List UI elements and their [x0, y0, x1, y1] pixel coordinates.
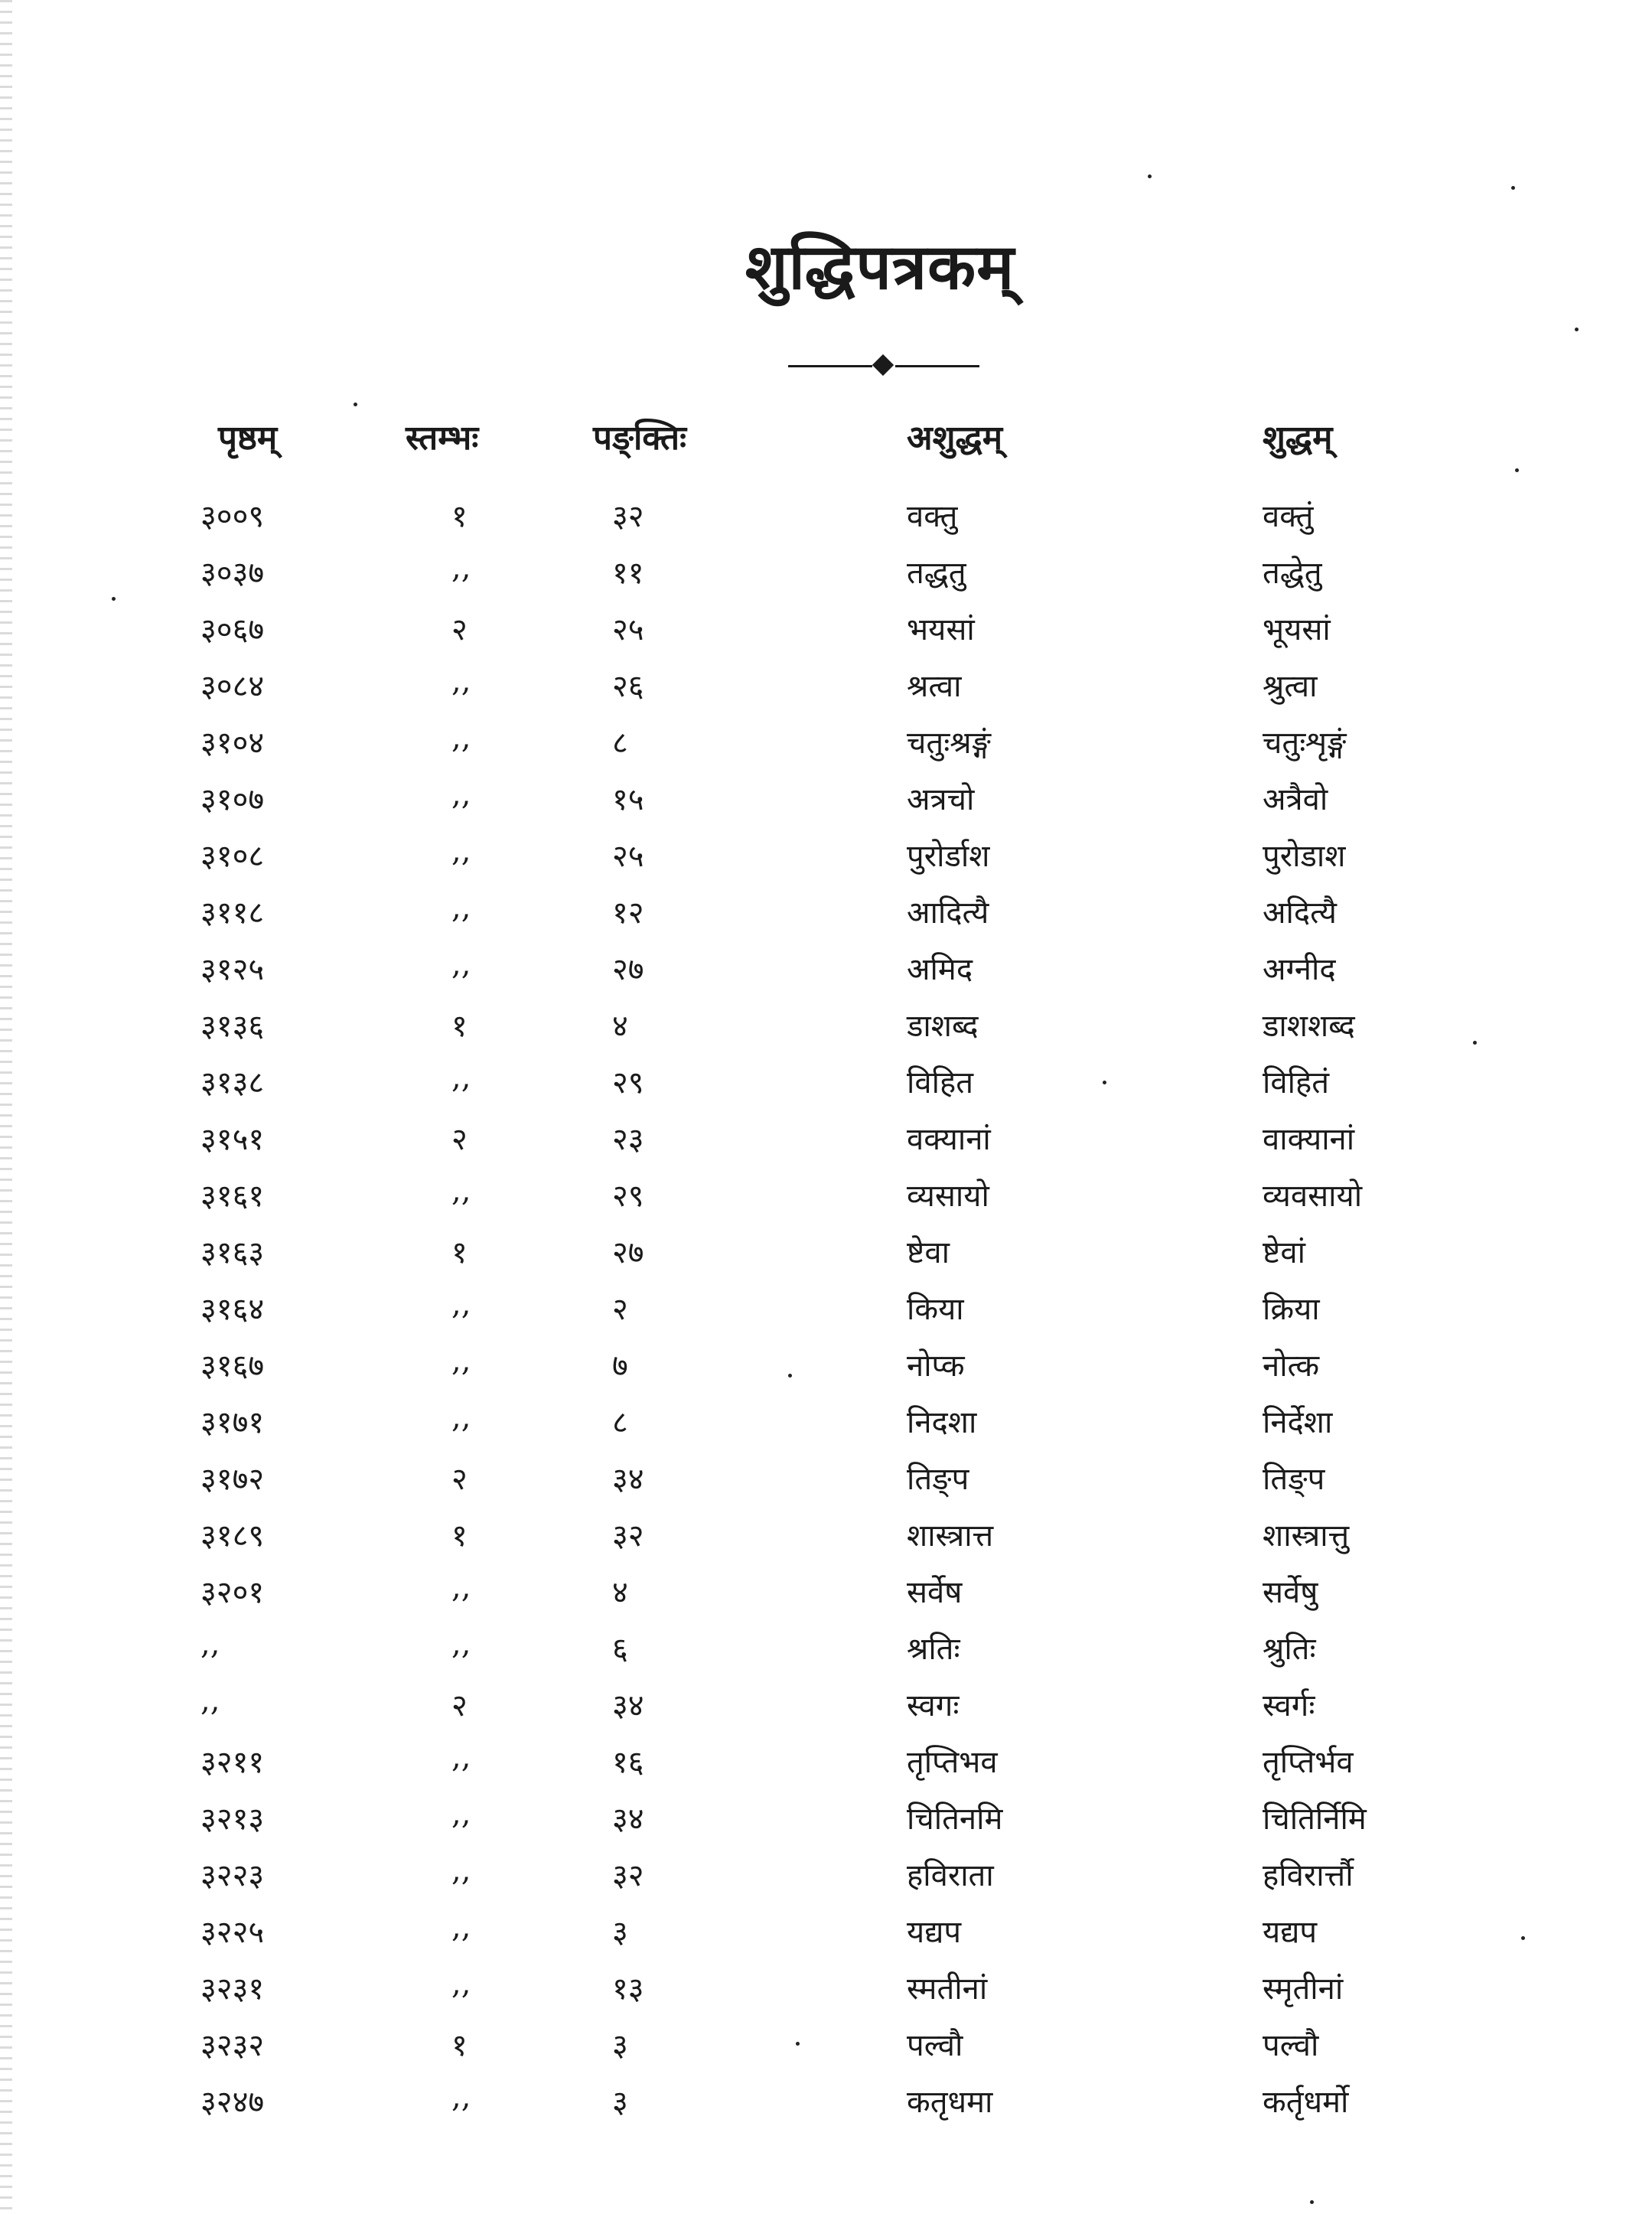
cell-correct: क्रिया [1263, 1292, 1320, 1327]
cell-incorrect: तद्धतु [907, 556, 966, 591]
cell-correct: पल्वौ [1263, 2028, 1319, 2063]
cell-line: २७ [612, 952, 644, 987]
table-row [0, 1343, 1652, 1400]
title-ornament [788, 351, 979, 381]
cell-incorrect: कतृधमा [907, 2085, 993, 2120]
cell-column: ,, [451, 720, 471, 755]
cell-incorrect: स्मतीनां [907, 1971, 988, 2007]
table-row [0, 1400, 1652, 1456]
cell-incorrect: अमिद [907, 952, 973, 987]
cell-line: ३ [612, 1915, 628, 1950]
cell-line: ८ [612, 726, 628, 761]
cell-incorrect: नोप्क [907, 1348, 965, 1384]
table-row [0, 1626, 1652, 1683]
cell-incorrect: आदित्यै [907, 895, 989, 931]
cell-correct: सर्वेषु [1263, 1575, 1318, 1610]
cell-page: ३१०७ [200, 782, 265, 817]
ornament-line-right [895, 365, 979, 367]
cell-column: १ [451, 1235, 468, 1270]
cell-incorrect: श्रत्वा [907, 669, 962, 704]
cell-correct: डाशशब्द [1263, 1009, 1355, 1044]
cell-incorrect: श्रतिः [907, 1632, 960, 1667]
header-column: स्तम्भः [406, 419, 479, 458]
cell-incorrect: डाशब्द [907, 1009, 979, 1044]
cell-line: २५ [612, 839, 644, 874]
cell-correct: ष्टेवां [1263, 1235, 1305, 1270]
cell-page: ३१७१ [200, 1405, 265, 1440]
cell-correct: अत्रैवो [1263, 782, 1328, 817]
cell-page: ३००९ [200, 499, 265, 534]
cell-correct: यद्यप [1263, 1915, 1318, 1950]
cell-line: ४ [612, 1009, 628, 1044]
header-line: पङ्क्तिः [593, 419, 686, 458]
cell-column: ,, [451, 1740, 471, 1775]
cell-page: ३२०१ [200, 1575, 265, 1610]
cell-column: २ [451, 1122, 468, 1157]
cell-column: २ [451, 1688, 468, 1723]
cell-page: ३२२५ [200, 1915, 265, 1950]
table-row [0, 2079, 1652, 2136]
table-row [0, 1570, 1652, 1626]
cell-column: ,, [451, 947, 471, 982]
cell-line: ३४ [612, 1802, 644, 1837]
cell-column: ,, [451, 664, 471, 699]
cell-incorrect: शास्त्रात्त [907, 1518, 994, 1554]
cell-line: १२ [612, 895, 644, 931]
header-page: पृष्ठम् [218, 419, 278, 458]
cell-page: ३१६३ [200, 1235, 265, 1270]
cell-line: ६ [612, 1632, 628, 1667]
table-row [0, 1796, 1652, 1853]
cell-page: ३१०८ [200, 839, 265, 874]
cell-incorrect: चितिनमि [907, 1802, 1003, 1837]
cell-column: ,, [451, 1400, 471, 1435]
cell-column: १ [451, 2028, 468, 2063]
cell-column: ,, [451, 1796, 471, 1831]
cell-page: ३१३६ [200, 1009, 265, 1044]
cell-column: ,, [451, 550, 471, 585]
cell-column: ,, [451, 1060, 471, 1095]
scan-speck [1575, 328, 1579, 331]
cell-line: ३४ [612, 1462, 644, 1497]
cell-page: ,, [200, 1683, 220, 1718]
cell-line: २९ [612, 1065, 644, 1100]
cell-line: ३ [612, 2085, 628, 2120]
table-row [0, 1117, 1652, 1173]
cell-line: २५ [612, 612, 644, 647]
cell-page: ३२३२ [200, 2028, 265, 2063]
table-row [0, 1286, 1652, 1343]
scan-speck [354, 403, 357, 406]
scan-speck [1148, 174, 1152, 178]
cell-incorrect: चतुःश्रङ्गं [907, 726, 991, 761]
cell-correct: तृप्तिर्भव [1263, 1745, 1354, 1780]
table-row [0, 890, 1652, 947]
cell-column: ,, [451, 1286, 471, 1322]
cell-correct: नोत्क [1263, 1348, 1320, 1384]
cell-incorrect: वक्तु [907, 499, 958, 534]
cell-correct: विहितं [1263, 1065, 1329, 1100]
cell-incorrect: स्वगः [907, 1688, 960, 1723]
cell-correct: भूयसां [1263, 612, 1331, 647]
ornament-diamond-icon [872, 354, 894, 376]
table-row [0, 1513, 1652, 1570]
cell-incorrect: ष्टेवा [907, 1235, 950, 1270]
cell-correct: चितिर्निमि [1263, 1802, 1367, 1837]
cell-line: १६ [612, 1745, 644, 1780]
cell-line: ३४ [612, 1688, 644, 1723]
cell-page: ३२४७ [200, 2085, 265, 2120]
cell-column: ,, [451, 1343, 471, 1378]
cell-line: ४ [612, 1575, 628, 1610]
table-row [0, 1909, 1652, 1966]
page-title: शुद्धिपत्रकम् [745, 230, 1015, 304]
cell-correct: हविरार्त्तौ [1263, 1858, 1354, 1893]
table-row [0, 1173, 1652, 1230]
table-row [0, 777, 1652, 833]
table-row [0, 833, 1652, 890]
cell-line: २७ [612, 1235, 644, 1270]
cell-page: ३१६१ [200, 1179, 265, 1214]
cell-incorrect: निदशा [907, 1405, 977, 1440]
cell-incorrect: यद्यप [907, 1915, 962, 1950]
cell-incorrect: हविराता [907, 1858, 994, 1893]
cell-correct: चतुःशृङ्गं [1263, 726, 1347, 761]
cell-line: २ [612, 1292, 628, 1327]
cell-column: ,, [451, 833, 471, 869]
header-incorrect: अशुद्धम् [907, 419, 1003, 458]
cell-line: २६ [612, 669, 644, 704]
cell-page: ३२३१ [200, 1971, 265, 2007]
cell-page: ३०८४ [200, 669, 265, 704]
table-row [0, 1060, 1652, 1117]
cell-column: २ [451, 612, 468, 647]
cell-page: ३२१३ [200, 1802, 265, 1837]
cell-page: ३१०४ [200, 726, 265, 761]
cell-correct: शास्त्रात्तु [1263, 1518, 1350, 1554]
cell-line: २३ [612, 1122, 644, 1157]
cell-correct: स्मृतीनां [1263, 1971, 1344, 2007]
cell-line: १३ [612, 1971, 644, 2007]
cell-incorrect: वक्यानां [907, 1122, 991, 1157]
cell-page: ३११८ [200, 895, 265, 931]
cell-column: ,, [451, 1966, 471, 2001]
cell-page: ३०६७ [200, 612, 265, 647]
table-row [0, 1003, 1652, 1060]
cell-column: ,, [451, 1909, 471, 1945]
cell-incorrect: तृप्तिभव [907, 1745, 998, 1780]
cell-correct: तद्धेतु [1263, 556, 1322, 591]
cell-page: ३२२३ [200, 1858, 265, 1893]
cell-line: ३२ [612, 1518, 644, 1554]
cell-line: ८ [612, 1405, 628, 1440]
table-row [0, 1456, 1652, 1513]
table-row [0, 1683, 1652, 1740]
cell-correct: निर्देशा [1263, 1405, 1333, 1440]
table-row [0, 1966, 1652, 2023]
ornament-line-left [788, 365, 872, 367]
cell-column: १ [451, 1009, 468, 1044]
table-row [0, 494, 1652, 550]
cell-page: ३१३८ [200, 1065, 265, 1100]
cell-page: ३१७२ [200, 1462, 265, 1497]
cell-column: ,, [451, 1626, 471, 1661]
cell-line: १५ [612, 782, 644, 817]
cell-incorrect: व्यसायो [907, 1179, 989, 1214]
cell-page: ३१२५ [200, 952, 265, 987]
table-row [0, 720, 1652, 777]
cell-page: ३१६७ [200, 1348, 265, 1384]
cell-correct: स्वर्गः [1263, 1688, 1315, 1723]
cell-line: ७ [612, 1348, 628, 1384]
cell-column: ,, [451, 2079, 471, 2115]
cell-column: २ [451, 1462, 468, 1497]
cell-incorrect: तिङ्प [907, 1462, 969, 1497]
cell-line: ३२ [612, 1858, 644, 1893]
cell-column: ,, [451, 890, 471, 925]
cell-column: ,, [451, 1173, 471, 1208]
cell-column: ,, [451, 777, 471, 812]
cell-line: ११ [612, 556, 644, 591]
cell-column: ,, [451, 1570, 471, 1605]
cell-correct: वक्तुं [1263, 499, 1314, 534]
cell-correct: व्यवसायो [1263, 1179, 1363, 1214]
cell-correct: श्रुतिः [1263, 1632, 1316, 1667]
cell-incorrect: अत्रचो [907, 782, 975, 817]
cell-correct: पुरोडाश [1263, 839, 1346, 874]
cell-correct: श्रुत्वा [1263, 669, 1318, 704]
cell-page: ३१६४ [200, 1292, 265, 1327]
scan-speck [1515, 468, 1519, 472]
cell-page: ३२११ [200, 1745, 265, 1780]
scan-speck [1310, 2200, 1314, 2204]
cell-correct: अग्नीद [1263, 952, 1336, 987]
cell-page: ३१८९ [200, 1518, 265, 1554]
cell-correct: कर्तृधर्मो [1263, 2085, 1349, 2120]
cell-incorrect: पुरोर्डाश [907, 839, 990, 874]
header-correct: शुद्धम् [1263, 419, 1333, 458]
cell-incorrect: पल्वौ [907, 2028, 963, 2063]
table-row [0, 2023, 1652, 2079]
cell-line: ३२ [612, 499, 644, 534]
cell-page: ,, [200, 1626, 220, 1661]
cell-line: ३ [612, 2028, 628, 2063]
table-row [0, 947, 1652, 1003]
cell-column: ,, [451, 1853, 471, 1888]
cell-incorrect: विहित [907, 1065, 973, 1100]
table-row [0, 607, 1652, 664]
table-row [0, 550, 1652, 607]
table-row [0, 1853, 1652, 1909]
cell-column: १ [451, 499, 468, 534]
cell-page: ३१५१ [200, 1122, 265, 1157]
cell-correct: अदित्यै [1263, 895, 1337, 931]
cell-line: २९ [612, 1179, 644, 1214]
scan-speck [1511, 186, 1515, 190]
cell-incorrect: किया [907, 1292, 964, 1327]
table-row [0, 1230, 1652, 1286]
cell-column: १ [451, 1518, 468, 1554]
table-row [0, 1740, 1652, 1796]
cell-correct: वाक्यानां [1263, 1122, 1355, 1157]
cell-page: ३०३७ [200, 556, 265, 591]
cell-incorrect: भयसां [907, 612, 975, 647]
table-row [0, 664, 1652, 720]
cell-correct: तिङ्प [1263, 1462, 1325, 1497]
cell-incorrect: सर्वेष [907, 1575, 963, 1610]
